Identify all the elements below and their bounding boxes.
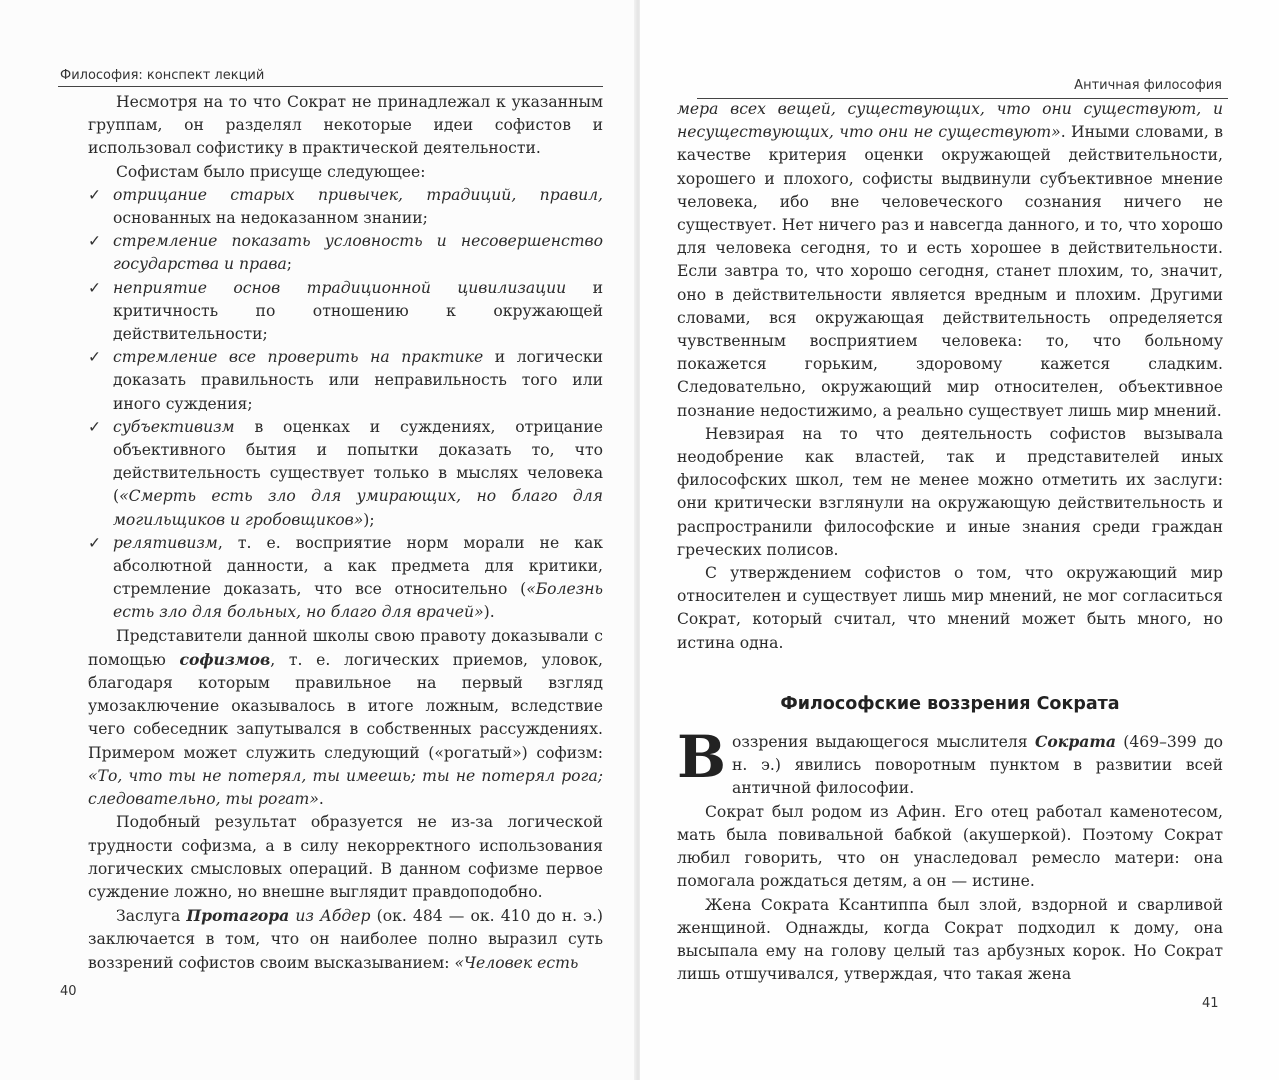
paragraph: мера всех вещей, существующих, что они существуют, и несуществующих, что они не существуют». Иными словами, в качестве критерия оценки окружающей действительности, хорошего и плохого, софисты выдвинули субъективное мнение человека, ибо вне человеческого сознания ничего не существует. Нет ничего раз и навсегда данного, и то, что хорошо для человека сегодня, то и есть хорошее в действительности. Если завтра то, что хорошо сегодня, станет плохим, то, значит, оно в действительности является вредным и плохим. Другими словами, вся окружающая действительность определяется чувственным восприятием человека: то, что больному покажется горьким, здоровому кажется сладким. Следовательно, окружающий мир относителен, объективное познание недостижимо, а реально существует лишь мир мнений.	[677, 100, 1224, 420]
checkmark-icon: ✓	[88, 232, 102, 251]
checkmark-icon: ✓	[88, 348, 102, 367]
checkmark-icon: ✓	[88, 533, 102, 552]
paragraph: Представители данной школы свою правоту доказывали с помощью софизмов, т. е. логических приемов, уловок, благодаря которым правильное на первый взгляд умозаключение оказывалось в итоге ложным, вследствие чего собеседник запутывался в собственных рассуждениях. Примером может служить следующий («рогатый») софизм: «То, что ты не потерял, ты имеешь; ты не потерял рога; следовательно, ты рогат».	[88, 626, 603, 809]
list-item: ✓ субъективизм в оценках и суждениях, отрицание объективного бытия и попытки доказать то, что действительность существует только в мыслях человека («Смерть есть зло для умирающих, но благо для могильщиков и гробовщиков»);	[88, 417, 603, 529]
name-socrates: Сократа	[1034, 732, 1116, 752]
paragraph: Подобный результат образуется не из-за логической трудности софизма, а в силу некорректного использования логических смысловых операций. В данном софизме первое суждение ложно, но внешне выглядит правдоподобно.	[88, 813, 603, 901]
list-item: ✓ стремление показать условность и несовершенство государства и права;	[88, 232, 603, 274]
list-item: ✓ релятивизм, т. е. восприятие норм морали не как абсолютной данности, а как предмета для критики, стремление доказать, что все относительно («Болезнь есть зло для больных, но благо для врачей»).	[88, 533, 603, 622]
name-protagoras: Протагора	[186, 906, 290, 926]
left-page	[0, 0, 636, 1080]
right-page	[640, 0, 1279, 1080]
paragraph: С утверждением софистов о том, что окружающий мир относителен и существует лишь мир мнений, не мог согласиться Сократ, который считал, что мнений может быть много, но истина одна.	[677, 564, 1223, 652]
sophist-traits-list	[88, 184, 603, 625]
paragraph: Заслуга Протагора из Абдер (ок. 484 — ок. 410 до н. э.) заключается в том, что он наиболее полно выразил суть воззрений софистов своим высказыванием: «Человек есть	[88, 906, 603, 972]
paragraph: Несмотря на то что Сократ не принадлежал к указанным группам, он разделял некоторые идеи софистов и использовал софистику в практической деятельности.	[88, 93, 603, 158]
section-heading: Философские воззрения Сократа	[780, 693, 1120, 714]
paragraph: Воззрения выдающегося мыслителя Сократа (469–399 до н. э.) явились поворотным пунктом в развитии всей античной философии.	[677, 723, 1223, 798]
header-rule-left	[58, 86, 603, 87]
paragraph: Софистам было присуще следующее:	[116, 162, 426, 181]
running-header-right: Античная философия	[1074, 78, 1222, 93]
list-item: ✓ отрицание старых привычек, традиций, правил, основанных на недоказанном знании;	[88, 185, 603, 228]
paragraph: Сократ был родом из Афин. Его отец работал каменотесом, мать была повивальной бабкой (акушеркой). Поэтому Сократ любил говорить, что он унаследовал ремесло матери: она помогала рождаться детям, а он — истине.	[677, 802, 1223, 891]
list-item: ✓ стремление все проверить на практике и логически доказать правильность или неправильность того или иного суждения;	[88, 348, 603, 413]
page-number-left: 40	[60, 984, 77, 999]
page-number-right: 41	[1202, 996, 1219, 1011]
drop-cap: В	[677, 723, 727, 792]
checkmark-icon: ✓	[88, 417, 102, 436]
paragraph: Невзирая на то что деятельность софистов вызывала неодобрение как властей, так и представителей иных философских школ, тем не менее можно отметить их заслуги: они критически взглянули на окружающую действительность и распространили философские и иные знания среди граждан греческих полисов.	[677, 424, 1223, 559]
paragraph: Жена Сократа Ксантиппа был злой, вздорной и сварливой женщиной. Однажды, когда Сократ подходил к дому, она высыпала ему на голову целый таз арбузных корок. Но Сократ лишь отшучивался, утверждая, что такая жена	[677, 895, 1223, 984]
checkmark-icon: ✓	[88, 278, 102, 297]
checkmark-icon: ✓	[88, 185, 102, 204]
right-page-body	[677, 98, 1223, 986]
term-sophisms: софизмов	[179, 649, 271, 669]
left-page-body	[88, 91, 603, 975]
running-header-left: Философия: конспект лекций	[60, 68, 265, 83]
list-item: ✓ неприятие основ традиционной цивилизации и критичность по отношению к окружающей действительности;	[88, 278, 603, 344]
